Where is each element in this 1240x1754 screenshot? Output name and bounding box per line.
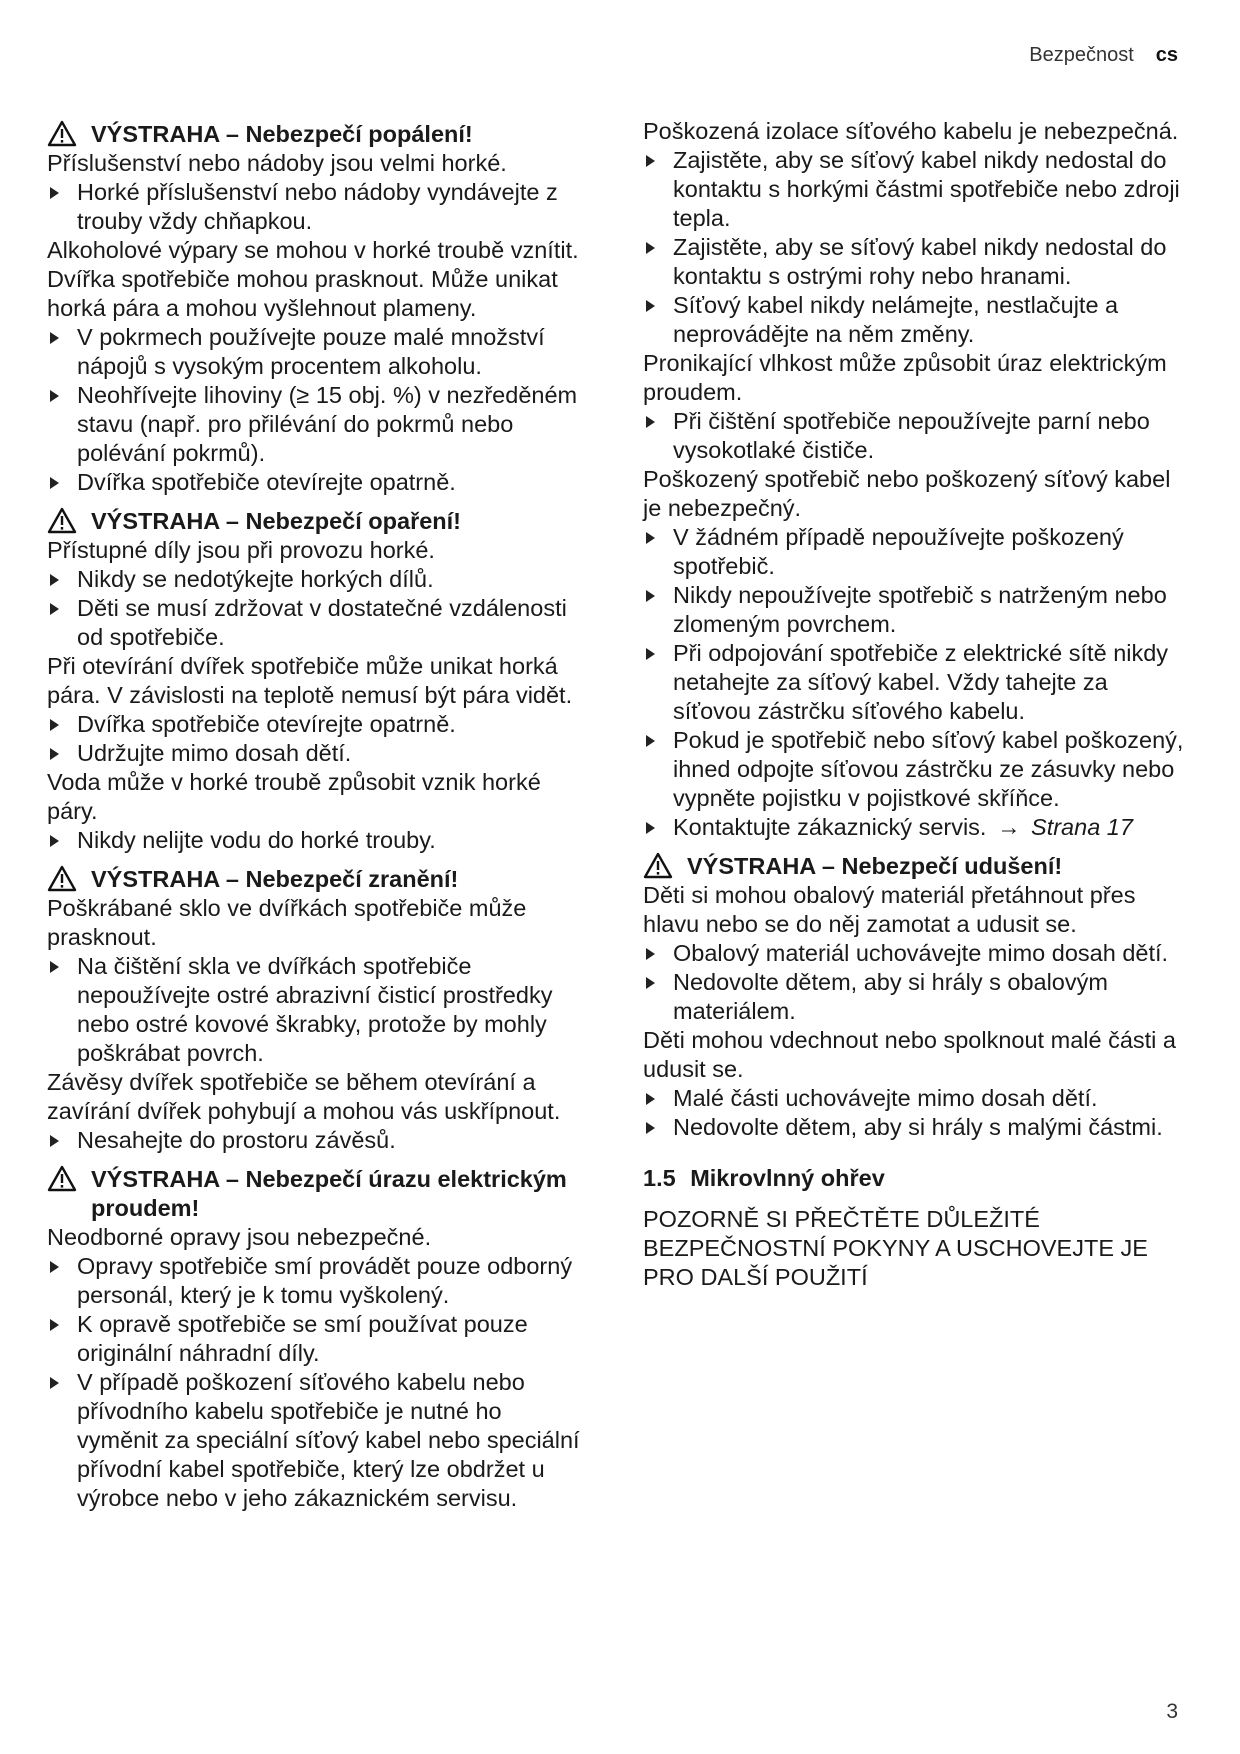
warning-scalding [47, 507, 587, 855]
paragraph: Neodborné opravy jsou nebezpečné. [47, 1224, 432, 1250]
warning-title: VÝSTRAHA – Nebezpečí úrazu elektrickým proudem! [47, 1165, 587, 1223]
section-title: Mikrovlnný ohřev [690, 1165, 885, 1191]
section-number: 1.5 [643, 1165, 676, 1191]
header-section: Bezpečnost [1029, 44, 1134, 66]
bullet-item: Pokud je spotřebič nebo síťový kabel poškozený, ihned odpojte síťovou zástrčku ze zásuvky nebo vypněte pojistku v pojistkové skříňce. [643, 726, 1191, 813]
left-column [47, 120, 587, 1523]
bullet-item: V případě poškození síťového kabelu nebo přívodního kabelu spotřebiče je nutné ho vyměnit za speciální síťový kabel nebo speciální přívodní kabel spotřebiče, který lze obdržet u výrobce nebo v jeho zákaznickém servisu. [47, 1368, 587, 1513]
paragraph: Závěsy dvířek spotřebiče se během otevírání a zavírání dvířek pohybují a mohou vás uskřípnout. [47, 1069, 561, 1124]
warning-triangle-icon [47, 120, 81, 149]
paragraph: Poškozený spotřebič nebo poškozený síťový kabel je nebezpečný. [643, 466, 1171, 521]
bullet-item: Dvířka spotřebiče otevírejte opatrně. [47, 468, 587, 497]
warning-triangle-icon [47, 865, 81, 894]
warning-triangle-icon [643, 852, 677, 881]
bullet-item: Dvířka spotřebiče otevírejte opatrně. [47, 710, 587, 739]
page-number: 3 [1166, 1700, 1178, 1723]
bullet-item: Obalový materiál uchovávejte mimo dosah dětí. [643, 939, 1191, 968]
paragraph: Poškozená izolace síťového kabelu je nebezpečná. [643, 118, 1179, 144]
paragraph: Přístupné díly jsou při provozu horké. [47, 537, 435, 563]
bullet-item: Nikdy nepoužívejte spotřebič s natrženým nebo zlomeným povrchem. [643, 581, 1191, 639]
bullet-item: K opravě spotřebiče se smí používat pouze originální náhradní díly. [47, 1310, 587, 1368]
paragraph: Příslušenství nebo nádoby jsou velmi horké. [47, 150, 507, 176]
warning-electric-shock [47, 1165, 587, 1513]
bullet-item: Při čištění spotřebiče nepoužívejte parní nebo vysokotlaké čističe. [643, 407, 1191, 465]
warning-triangle-icon [47, 507, 81, 536]
bullet-item: Na čištění skla ve dvířkách spotřebiče nepoužívejte ostré abrazivní čisticí prostředky nebo ostré kovové škrabky, protože by mohly poškrábat povrch. [47, 952, 587, 1068]
section-heading [643, 1164, 1191, 1193]
warning-injury [47, 865, 587, 1155]
bullet-item: Malé části uchovávejte mimo dosah dětí. [643, 1084, 1191, 1113]
bullet-item: Při odpojování spotřebiče z elektrické sítě nikdy netahejte za síťový kabel. Vždy tahejte za síťovou zástrčku síťového kabelu. [643, 639, 1191, 726]
bullet-item: Horké příslušenství nebo nádoby vyndávejte z trouby vždy chňapkou. [47, 178, 587, 236]
bullet-item: Děti se musí zdržovat v dostatečné vzdálenosti od spotřebiče. [47, 594, 587, 652]
header-language: cs [1155, 44, 1178, 66]
bullet-text: Kontaktujte zákaznický servis. [673, 814, 987, 840]
warning-title: VÝSTRAHA – Nebezpečí popálení! [47, 120, 587, 149]
bullet-item: Nesahejte do prostoru závěsů. [47, 1126, 587, 1155]
page-header [1029, 44, 1178, 67]
bullet-item: V pokrmech používejte pouze malé množství nápojů s vysokým procentem alkoholu. [47, 323, 587, 381]
cross-reference-arrow-icon: → [997, 814, 1021, 840]
bullet-item: V žádném případě nepoužívejte poškozený spotřebič. [643, 523, 1191, 581]
bullet-item [643, 813, 1191, 842]
warning-title: VÝSTRAHA – Nebezpečí opaření! [47, 507, 587, 536]
paragraph: Poškrábané sklo ve dvířkách spotřebiče může prasknout. [47, 895, 527, 950]
section-paragraph: POZORNĚ SI PŘEČTĚTE DŮLEŽITÉ BEZPEČNOSTNÍ POKYNY A USCHOVEJTE JE PRO DALŠÍ POUŽITÍ [643, 1206, 1148, 1290]
paragraph: Při otevírání dvířek spotřebiče může unikat horká pára. V závislosti na teplotě nemusí být pára vidět. [47, 653, 573, 708]
bullet-item: Neohřívejte lihoviny (≥ 15 obj. %) v nezředěném stavu (např. pro přilévání do pokrmů nebo polévání pokrmů). [47, 381, 587, 468]
paragraph: Děti mohou vdechnout nebo spolknout malé části a udusit se. [643, 1027, 1176, 1082]
warning-triangle-icon [47, 1165, 81, 1194]
paragraph: Děti si mohou obalový materiál přetáhnout přes hlavu nebo se do něj zamotat a udusit se. [643, 882, 1136, 937]
bullet-item: Nikdy se nedotýkejte horkých dílů. [47, 565, 587, 594]
bullet-item: Nikdy nelijte vodu do horké trouby. [47, 826, 587, 855]
bullet-item: Opravy spotřebiče smí provádět pouze odborný personál, který je k tomu vyškolený. [47, 1252, 587, 1310]
page-cross-reference[interactable]: Strana 17 [1031, 814, 1133, 840]
bullet-item: Nedovolte dětem, aby si hrály s obalovým materiálem. [643, 968, 1191, 1026]
warning-suffocation [643, 852, 1191, 1142]
bullet-item: Udržujte mimo dosah dětí. [47, 739, 587, 768]
warning-burns [47, 120, 587, 497]
electric-continuation [643, 117, 1191, 842]
bullet-item: Síťový kabel nikdy nelámejte, nestlačujte a neprovádějte na něm změny. [643, 291, 1191, 349]
bullet-item: Nedovolte dětem, aby si hrály s malými částmi. [643, 1113, 1191, 1142]
right-column [643, 117, 1191, 1292]
bullet-item: Zajistěte, aby se síťový kabel nikdy nedostal do kontaktu s horkými částmi spotřebiče nebo zdroji tepla. [643, 146, 1191, 233]
paragraph: Voda může v horké troubě způsobit vznik horké páry. [47, 769, 541, 824]
warning-title: VÝSTRAHA – Nebezpečí zranění! [47, 865, 587, 894]
paragraph: Pronikající vlhkost může způsobit úraz elektrickým proudem. [643, 350, 1167, 405]
bullet-item: Zajistěte, aby se síťový kabel nikdy nedostal do kontaktu s ostrými rohy nebo hranami. [643, 233, 1191, 291]
warning-title: VÝSTRAHA – Nebezpečí udušení! [643, 852, 1191, 881]
paragraph: Alkoholové výpary se mohou v horké troubě vznítit. Dvířka spotřebiče mohou prasknout. Může unikat horká pára a mohou vyšlehnout plameny. [47, 237, 579, 321]
